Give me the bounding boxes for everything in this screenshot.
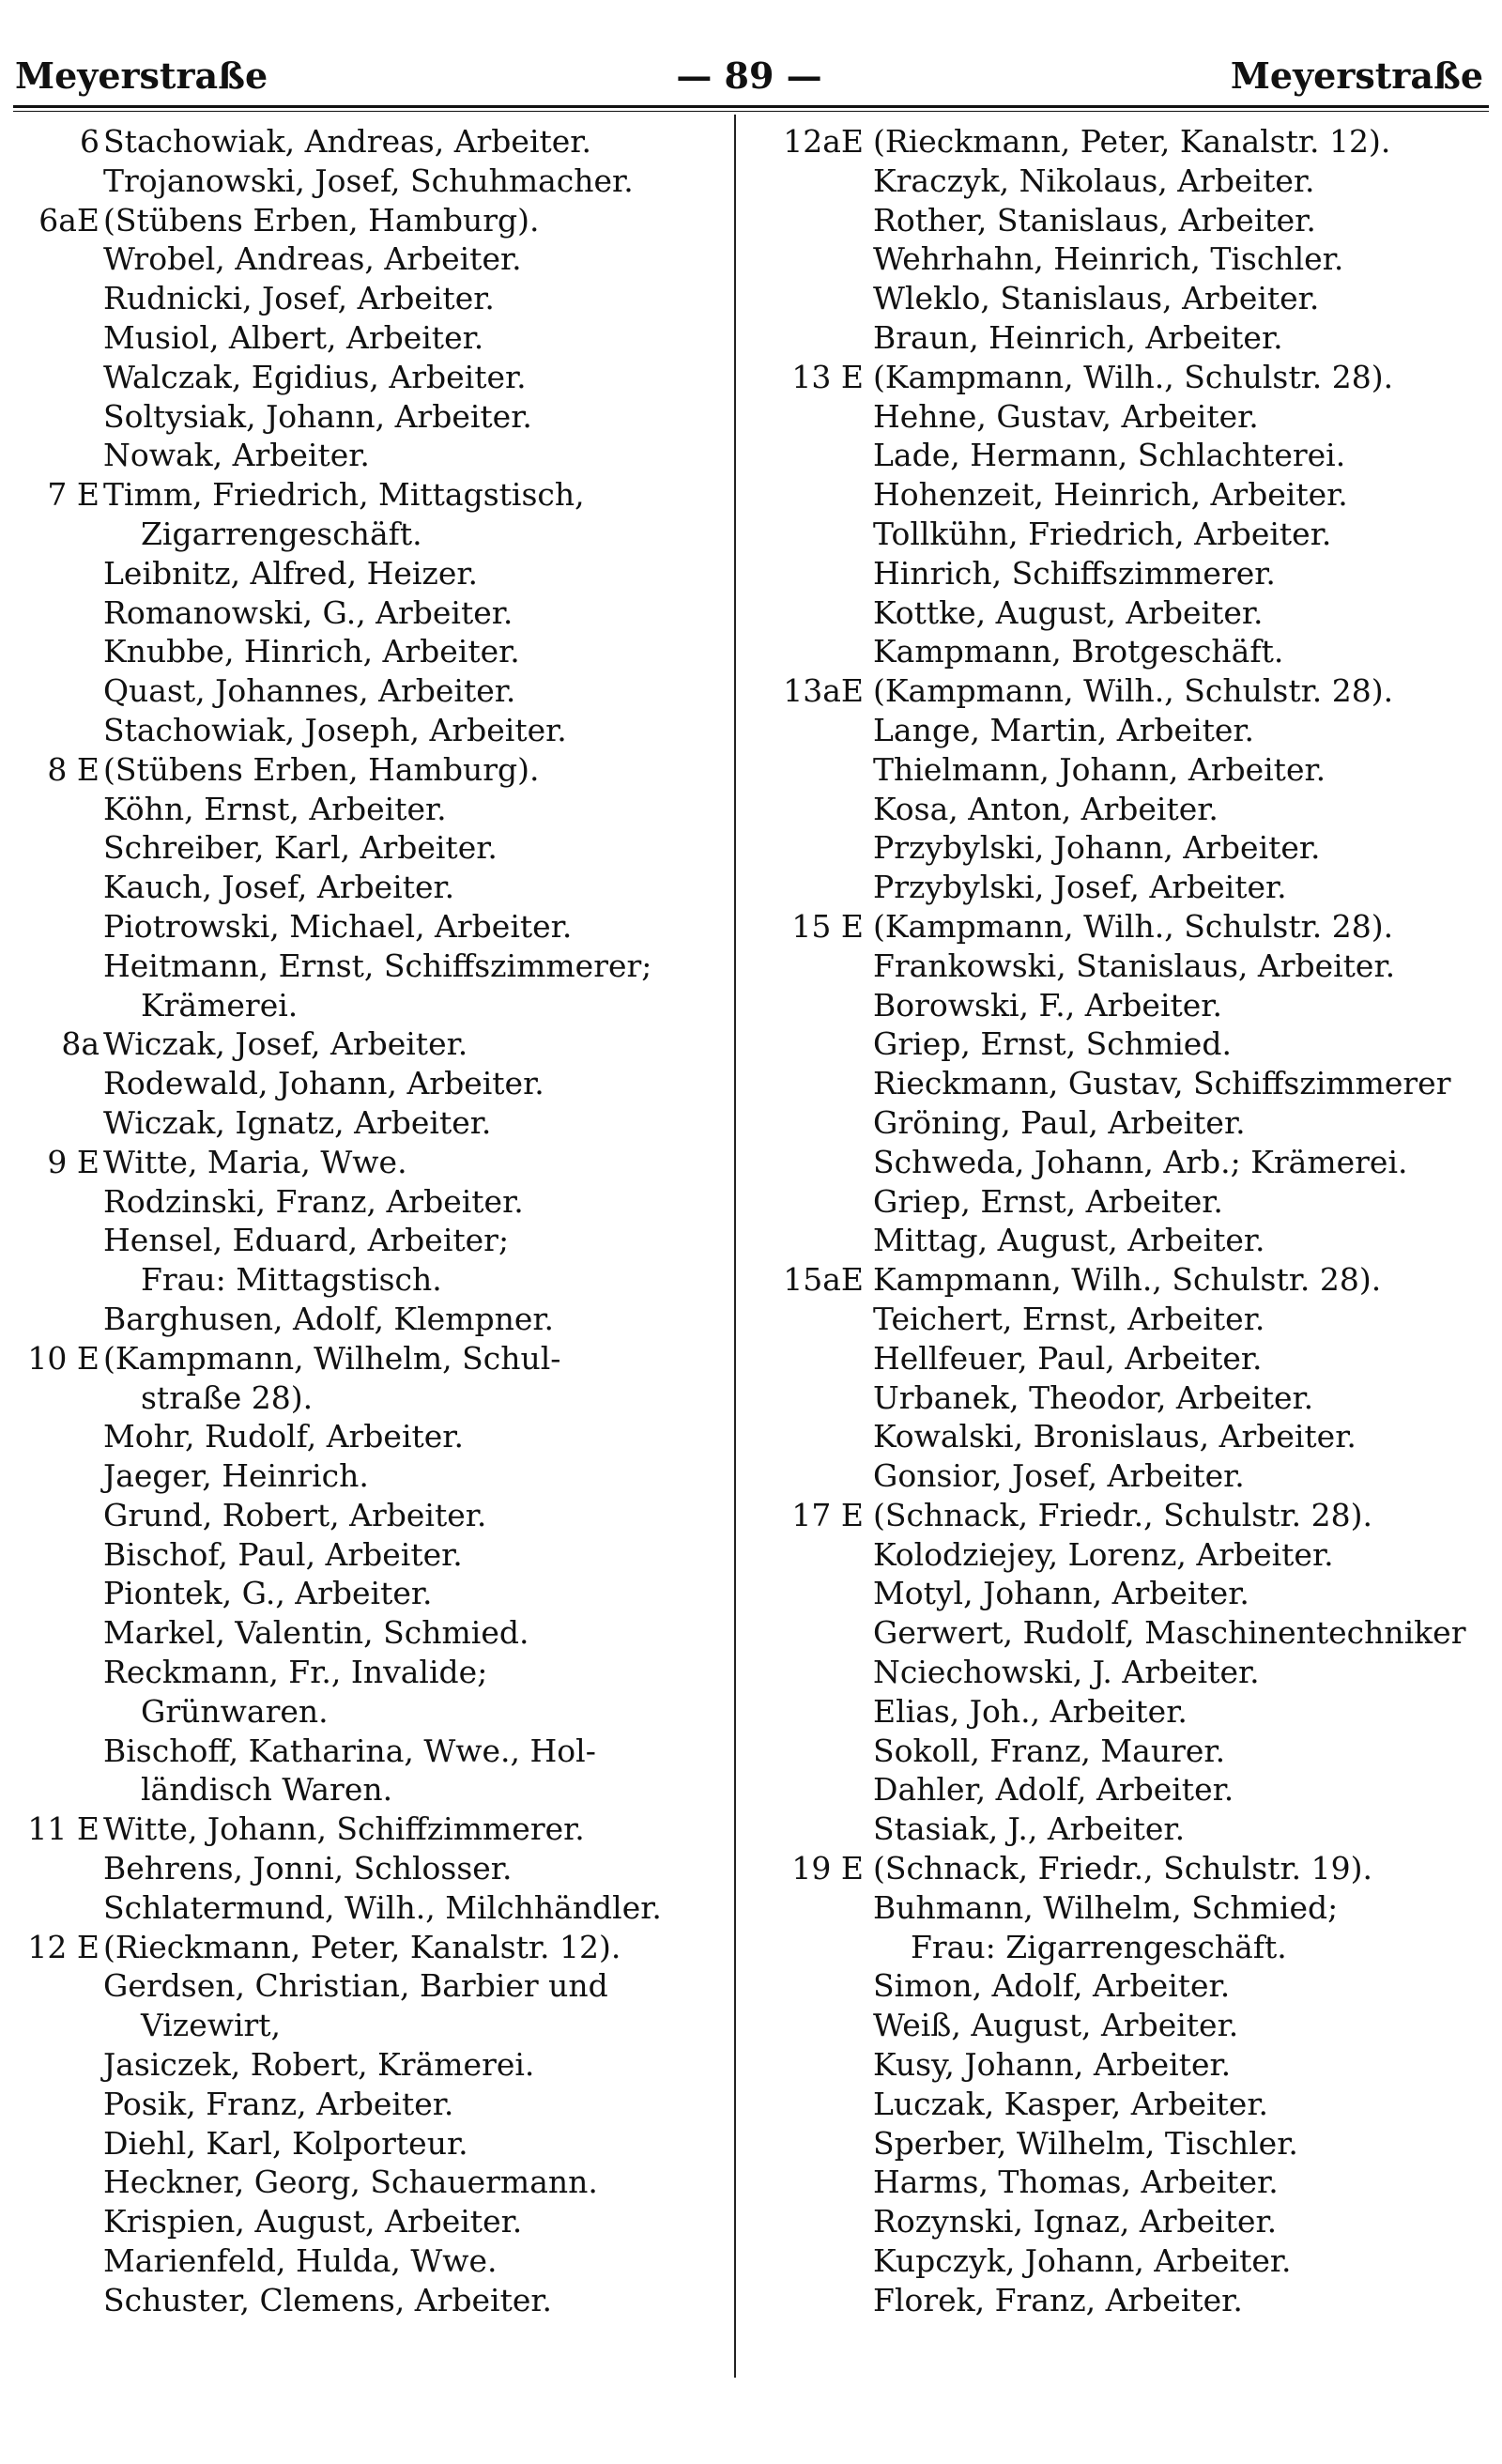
column-divider [734, 115, 736, 2378]
directory-entry [0, 1692, 723, 1732]
entry-text: Gröning, Paul, Arbeiter. [873, 1103, 1246, 1141]
entry-text: Rodzinski, Franz, Arbeiter. [103, 1182, 524, 1220]
entry-text: Weiß, August, Arbeiter. [873, 2007, 1239, 2044]
directory-entry [742, 554, 1502, 593]
directory-entry [0, 1613, 723, 1653]
house-number: 12aE [783, 123, 864, 160]
header-rule-thick [13, 105, 1489, 108]
directory-entry [742, 1928, 1502, 1967]
entry-text: Nowak, Arbeiter. [103, 437, 370, 474]
entry-text: Wleklo, Stanislaus, Arbeiter. [873, 280, 1320, 317]
entry-text: Rozynski, Ignaz, Arbeiter. [873, 2203, 1278, 2241]
entry-text: Kolodziejey, Lorenz, Arbeiter. [873, 1535, 1334, 1573]
directory-entry [742, 397, 1502, 437]
directory-entry [742, 1064, 1502, 1103]
directory-entry [0, 1888, 723, 1928]
directory-entry [742, 1692, 1502, 1732]
entry-text: Schuster, Clemens, Arbeiter. [103, 2281, 553, 2318]
directory-entry [0, 2006, 723, 2045]
entry-text: Harms, Thomas, Arbeiter. [873, 2164, 1279, 2201]
directory-entry [0, 279, 723, 318]
directory-entry [742, 1574, 1502, 1613]
directory-entry [742, 122, 1502, 162]
directory-entry [0, 1732, 723, 1771]
directory-entry [742, 1653, 1502, 1692]
header-street-left: Meyerstraße [15, 54, 268, 97]
directory-entry [0, 2281, 723, 2320]
directory-entry [0, 515, 723, 554]
entry-text: Hehne, Gustav, Arbeiter. [873, 397, 1259, 435]
entry-text: (Kampmann, Wilh., Schulstr. 28). [873, 672, 1394, 710]
entry-text: Soltysiak, Johann, Arbeiter. [103, 397, 532, 435]
entry-text: Wehrhahn, Heinrich, Tischler. [873, 240, 1344, 278]
entry-text: Lade, Hermann, Schlachterei. [873, 437, 1346, 474]
house-number: 8 E [47, 750, 100, 788]
directory-entry [0, 239, 723, 279]
directory-entry [742, 2241, 1502, 2281]
directory-entry [742, 279, 1502, 318]
directory-entry [0, 1535, 723, 1575]
directory-entry [0, 1339, 723, 1378]
entry-text: Gerwert, Rudolf, Maschinentechniker [873, 1614, 1466, 1652]
directory-entry [0, 711, 723, 750]
entry-text: Zigarrengeschäft. [141, 515, 422, 552]
directory-entry [742, 711, 1502, 750]
entry-text: Griep, Ernst, Arbeiter. [873, 1182, 1223, 1220]
directory-entry [0, 2241, 723, 2281]
directory-entry [742, 201, 1502, 240]
entry-text: Tollkühn, Friedrich, Arbeiter. [873, 515, 1332, 552]
entry-text: (Rieckmann, Peter, Kanalstr. 12). [103, 1928, 621, 1965]
entry-text: Hohenzeit, Heinrich, Arbeiter. [873, 476, 1348, 514]
directory-entry [0, 1260, 723, 1300]
directory-entry [0, 201, 723, 240]
page-header [15, 47, 1483, 103]
entry-text: (Kampmann, Wilh., Schulstr. 28). [873, 358, 1394, 395]
entry-text: Diehl, Karl, Kolporteur. [103, 2124, 468, 2162]
entry-text: Vizewirt, [141, 2007, 282, 2044]
house-number: 12 E [27, 1928, 100, 1965]
directory-entry [742, 2006, 1502, 2045]
entry-text: Kampmann, Brotgeschäft. [873, 633, 1284, 670]
entry-text: Schweda, Johann, Arb.; Krämerei. [873, 1143, 1408, 1180]
directory-entry [742, 2163, 1502, 2202]
entry-text: Przybylski, Johann, Arbeiter. [873, 829, 1321, 867]
directory-entry [0, 475, 723, 515]
entry-text: Hinrich, Schiffszimmerer. [873, 554, 1276, 592]
directory-entry [0, 436, 723, 475]
header-rule-thin [13, 111, 1489, 112]
directory-entry [0, 1810, 723, 1849]
directory-entry [742, 1456, 1502, 1496]
entry-text: Bischof, Paul, Arbeiter. [103, 1535, 463, 1573]
directory-entry [0, 828, 723, 868]
entry-text: Wrobel, Andreas, Arbeiter. [103, 240, 522, 278]
entry-text: Rother, Stanislaus, Arbeiter. [873, 201, 1316, 239]
directory-entry [742, 2281, 1502, 2320]
entry-text: Sperber, Wilhelm, Tischler. [873, 2124, 1298, 2162]
entry-text: Bischoff, Katharina, Wwe., Hol- [103, 1732, 596, 1769]
entry-text: Trojanowski, Josef, Schuhmacher. [103, 162, 634, 199]
directory-entry [742, 436, 1502, 475]
directory-entry [0, 2202, 723, 2241]
directory-entry [0, 1770, 723, 1810]
directory-entry [742, 1496, 1502, 1535]
directory-entry [0, 2124, 723, 2164]
directory-entry [0, 1143, 723, 1182]
directory-entry [0, 1849, 723, 1888]
entry-text: Przybylski, Josef, Arbeiter. [873, 869, 1287, 906]
entry-text: Lange, Martin, Arbeiter. [873, 711, 1255, 748]
house-number: 15aE [783, 1261, 864, 1299]
directory-entry [0, 632, 723, 671]
directory-entry [0, 750, 723, 790]
entry-text: (Rieckmann, Peter, Kanalstr. 12). [873, 123, 1391, 160]
directory-entry [742, 1221, 1502, 1260]
directory-entry [742, 750, 1502, 790]
directory-entry [0, 1024, 723, 1064]
directory-entry [742, 632, 1502, 671]
entry-text: (Stübens Erben, Hamburg). [103, 750, 540, 788]
entry-text: Elias, Joh., Arbeiter. [873, 1692, 1188, 1730]
directory-entry [0, 1653, 723, 1692]
directory-entry [0, 397, 723, 437]
entry-text: Sokoll, Franz, Maurer. [873, 1732, 1226, 1769]
house-number: 10 E [27, 1339, 100, 1377]
directory-entry [742, 1182, 1502, 1222]
entry-text: Frau: Mittagstisch. [141, 1261, 442, 1299]
entry-text: Piontek, G., Arbeiter. [103, 1575, 433, 1612]
directory-entry [742, 1535, 1502, 1575]
directory-entry [742, 986, 1502, 1025]
entry-text: Piotrowski, Michael, Arbeiter. [103, 907, 573, 945]
house-number: 13 E [791, 358, 864, 395]
entry-text: Musiol, Albert, Arbeiter. [103, 318, 484, 356]
directory-entry [742, 1300, 1502, 1339]
right-column [742, 122, 1502, 2320]
directory-entry [742, 239, 1502, 279]
directory-entry [742, 1103, 1502, 1143]
directory-entry [0, 1182, 723, 1222]
entry-text: Kauch, Josef, Arbeiter. [103, 869, 455, 906]
entry-text: straße 28). [141, 1378, 314, 1416]
entry-text: ländisch Waren. [141, 1771, 393, 1809]
entry-text: Luczak, Kasper, Arbeiter. [873, 2085, 1268, 2122]
directory-entry [0, 1300, 723, 1339]
directory-entry [0, 1221, 723, 1260]
directory-entry [0, 2085, 723, 2124]
directory-entry [742, 1378, 1502, 1418]
entry-text: Knubbe, Hinrich, Arbeiter. [103, 633, 520, 670]
entry-text: Florek, Franz, Arbeiter. [873, 2281, 1243, 2318]
entry-text: (Kampmann, Wilh., Schulstr. 28). [873, 907, 1394, 945]
entry-text: Dahler, Adolf, Arbeiter. [873, 1771, 1234, 1809]
entry-text: Simon, Adolf, Arbeiter. [873, 1967, 1231, 2005]
directory-entry [742, 1024, 1502, 1064]
entry-text: Barghusen, Adolf, Klempner. [103, 1300, 554, 1337]
directory-entry [742, 2045, 1502, 2085]
entry-text: Thielmann, Johann, Arbeiter. [873, 750, 1326, 788]
house-number: 11 E [27, 1810, 100, 1848]
directory-entry [742, 318, 1502, 358]
directory-entry [742, 358, 1502, 397]
entry-text: Frankowski, Stanislaus, Arbeiter. [873, 947, 1396, 984]
directory-entry [0, 1103, 723, 1143]
entry-text: Mittag, August, Arbeiter. [873, 1222, 1265, 1259]
entry-text: Hensel, Eduard, Arbeiter; [103, 1222, 510, 1259]
directory-entry [0, 2163, 723, 2202]
entry-text: Leibnitz, Alfred, Heizer. [103, 554, 478, 592]
entry-text: Krämerei. [141, 986, 299, 1024]
entry-text: Heitmann, Ernst, Schiffszimmerer; [103, 947, 652, 984]
entry-text: Griep, Ernst, Schmied. [873, 1025, 1232, 1063]
directory-entry [0, 868, 723, 907]
directory-entry [742, 907, 1502, 947]
directory-entry [742, 790, 1502, 829]
directory-entry [742, 515, 1502, 554]
entry-text: Stasiak, J., Arbeiter. [873, 1810, 1186, 1848]
entry-text: Mohr, Rudolf, Arbeiter. [103, 1418, 464, 1455]
directory-entry [742, 1143, 1502, 1182]
directory-entry [0, 1966, 723, 2006]
house-number: 6 [80, 123, 100, 160]
house-number: 19 E [791, 1850, 864, 1887]
entry-text: Walczak, Egidius, Arbeiter. [103, 358, 527, 395]
entry-text: Grund, Robert, Arbeiter. [103, 1496, 487, 1533]
entry-text: Stachowiak, Andreas, Arbeiter. [103, 123, 591, 160]
directory-entry [0, 1064, 723, 1103]
entry-text: Nciechowski, J. Arbeiter. [873, 1654, 1260, 1691]
entry-text: Kampmann, Wilh., Schulstr. 28). [873, 1261, 1382, 1299]
entry-text: Rieckmann, Gustav, Schiffszimmerer [873, 1065, 1451, 1102]
directory-entry [742, 868, 1502, 907]
header-street-right: Meyerstraße [1230, 54, 1483, 97]
directory-entry [0, 358, 723, 397]
entry-text: Wiczak, Ignatz, Arbeiter. [103, 1103, 492, 1141]
directory-entry [742, 947, 1502, 986]
house-number: 6aE [38, 201, 100, 239]
directory-entry [742, 1966, 1502, 2006]
directory-entry [0, 2045, 723, 2085]
entry-text: Hellfeuer, Paul, Arbeiter. [873, 1339, 1263, 1377]
entry-text: Quast, Johannes, Arbeiter. [103, 672, 516, 710]
entry-text: Motyl, Johann, Arbeiter. [873, 1575, 1249, 1612]
entry-text: Gonsior, Josef, Arbeiter. [873, 1457, 1245, 1495]
entry-text: Stachowiak, Joseph, Arbeiter. [103, 711, 567, 748]
page-number: — 89 — [676, 54, 822, 97]
entry-text: Grünwaren. [141, 1692, 329, 1730]
directory-entry [742, 2124, 1502, 2164]
entry-text: Rodewald, Johann, Arbeiter. [103, 1065, 544, 1102]
entry-text: Kowalski, Bronislaus, Arbeiter. [873, 1418, 1356, 1455]
directory-entry [742, 1849, 1502, 1888]
entry-text: Urbanek, Theodor, Arbeiter. [873, 1378, 1314, 1416]
directory-entry [742, 671, 1502, 711]
entry-text: Jaeger, Heinrich. [103, 1457, 369, 1495]
directory-entry [742, 1260, 1502, 1300]
entry-text: Heckner, Georg, Schauermann. [103, 2164, 598, 2201]
directory-entry [0, 1378, 723, 1418]
directory-entry [742, 2085, 1502, 2124]
entry-text: (Kampmann, Wilhelm, Schul- [103, 1339, 561, 1377]
directory-entry [0, 1456, 723, 1496]
house-number: 9 E [47, 1143, 100, 1180]
directory-entry [0, 671, 723, 711]
directory-entry [0, 986, 723, 1025]
directory-entry [742, 1613, 1502, 1653]
directory-entry [0, 1928, 723, 1967]
directory-entry [742, 2202, 1502, 2241]
left-column [0, 122, 723, 2320]
directory-entry [742, 1810, 1502, 1849]
entry-text: Jasiczek, Robert, Krämerei. [103, 2046, 535, 2084]
entry-text: (Schnack, Friedr., Schulstr. 19). [873, 1850, 1372, 1887]
entry-text: (Schnack, Friedr., Schulstr. 28). [873, 1496, 1372, 1533]
entry-text: Romanowski, G., Arbeiter. [103, 593, 513, 631]
entry-text: Teichert, Ernst, Arbeiter. [873, 1300, 1265, 1337]
entry-text: Kupczyk, Johann, Arbeiter. [873, 2242, 1292, 2280]
directory-entry [0, 554, 723, 593]
entry-text: Witte, Johann, Schiffzimmerer. [103, 1810, 585, 1848]
directory-entry [0, 1496, 723, 1535]
entry-text: Braun, Heinrich, Arbeiter. [873, 318, 1283, 356]
directory-entry [0, 790, 723, 829]
entry-text: Gerdsen, Christian, Barbier und [103, 1967, 608, 2005]
house-number: 8a [61, 1025, 100, 1063]
house-number: 17 E [791, 1496, 864, 1533]
house-number: 13aE [783, 672, 864, 710]
directory-entry [0, 907, 723, 947]
directory-entry [0, 318, 723, 358]
entry-text: Schreiber, Karl, Arbeiter. [103, 829, 498, 867]
entry-text: Schlatermund, Wilh., Milchhändler. [103, 1888, 662, 1926]
entry-text: Buhmann, Wilhelm, Schmied; [873, 1888, 1339, 1926]
entry-text: Rudnicki, Josef, Arbeiter. [103, 280, 495, 317]
directory-entry [742, 1417, 1502, 1456]
directory-entry [742, 475, 1502, 515]
entry-text: Behrens, Jonni, Schlosser. [103, 1850, 513, 1887]
directory-entry [0, 1417, 723, 1456]
directory-entry [742, 1732, 1502, 1771]
entry-text: Krispien, August, Arbeiter. [103, 2203, 523, 2241]
directory-entry [742, 162, 1502, 201]
entry-text: Wiczak, Josef, Arbeiter. [103, 1025, 468, 1063]
directory-entry [0, 593, 723, 633]
directory-entry [0, 947, 723, 986]
entry-text: Kosa, Anton, Arbeiter. [873, 790, 1218, 827]
house-number: 7 E [47, 476, 100, 514]
directory-entry [0, 1574, 723, 1613]
directory-entry [0, 122, 723, 162]
entry-text: Frau: Zigarrengeschäft. [911, 1928, 1287, 1965]
entry-text: Köhn, Ernst, Arbeiter. [103, 790, 447, 827]
entry-text: Markel, Valentin, Schmied. [103, 1614, 529, 1652]
directory-entry [742, 1888, 1502, 1928]
entry-text: (Stübens Erben, Hamburg). [103, 201, 540, 239]
directory-entry [742, 828, 1502, 868]
entry-text: Witte, Maria, Wwe. [103, 1143, 407, 1180]
entry-text: Kottke, August, Arbeiter. [873, 593, 1264, 631]
entry-text: Marienfeld, Hulda, Wwe. [103, 2242, 498, 2280]
entry-text: Borowski, F., Arbeiter. [873, 986, 1222, 1024]
house-number: 15 E [791, 907, 864, 945]
directory-entry [742, 593, 1502, 633]
entry-text: Kraczyk, Nikolaus, Arbeiter. [873, 162, 1315, 199]
entry-text: Timm, Friedrich, Mittagstisch, [103, 476, 585, 514]
directory-entry [742, 1339, 1502, 1378]
directory-entry [742, 1770, 1502, 1810]
entry-text: Reckmann, Fr., Invalide; [103, 1654, 488, 1691]
entry-text: Kusy, Johann, Arbeiter. [873, 2046, 1232, 2084]
entry-text: Posik, Franz, Arbeiter. [103, 2085, 454, 2122]
directory-entry [0, 162, 723, 201]
